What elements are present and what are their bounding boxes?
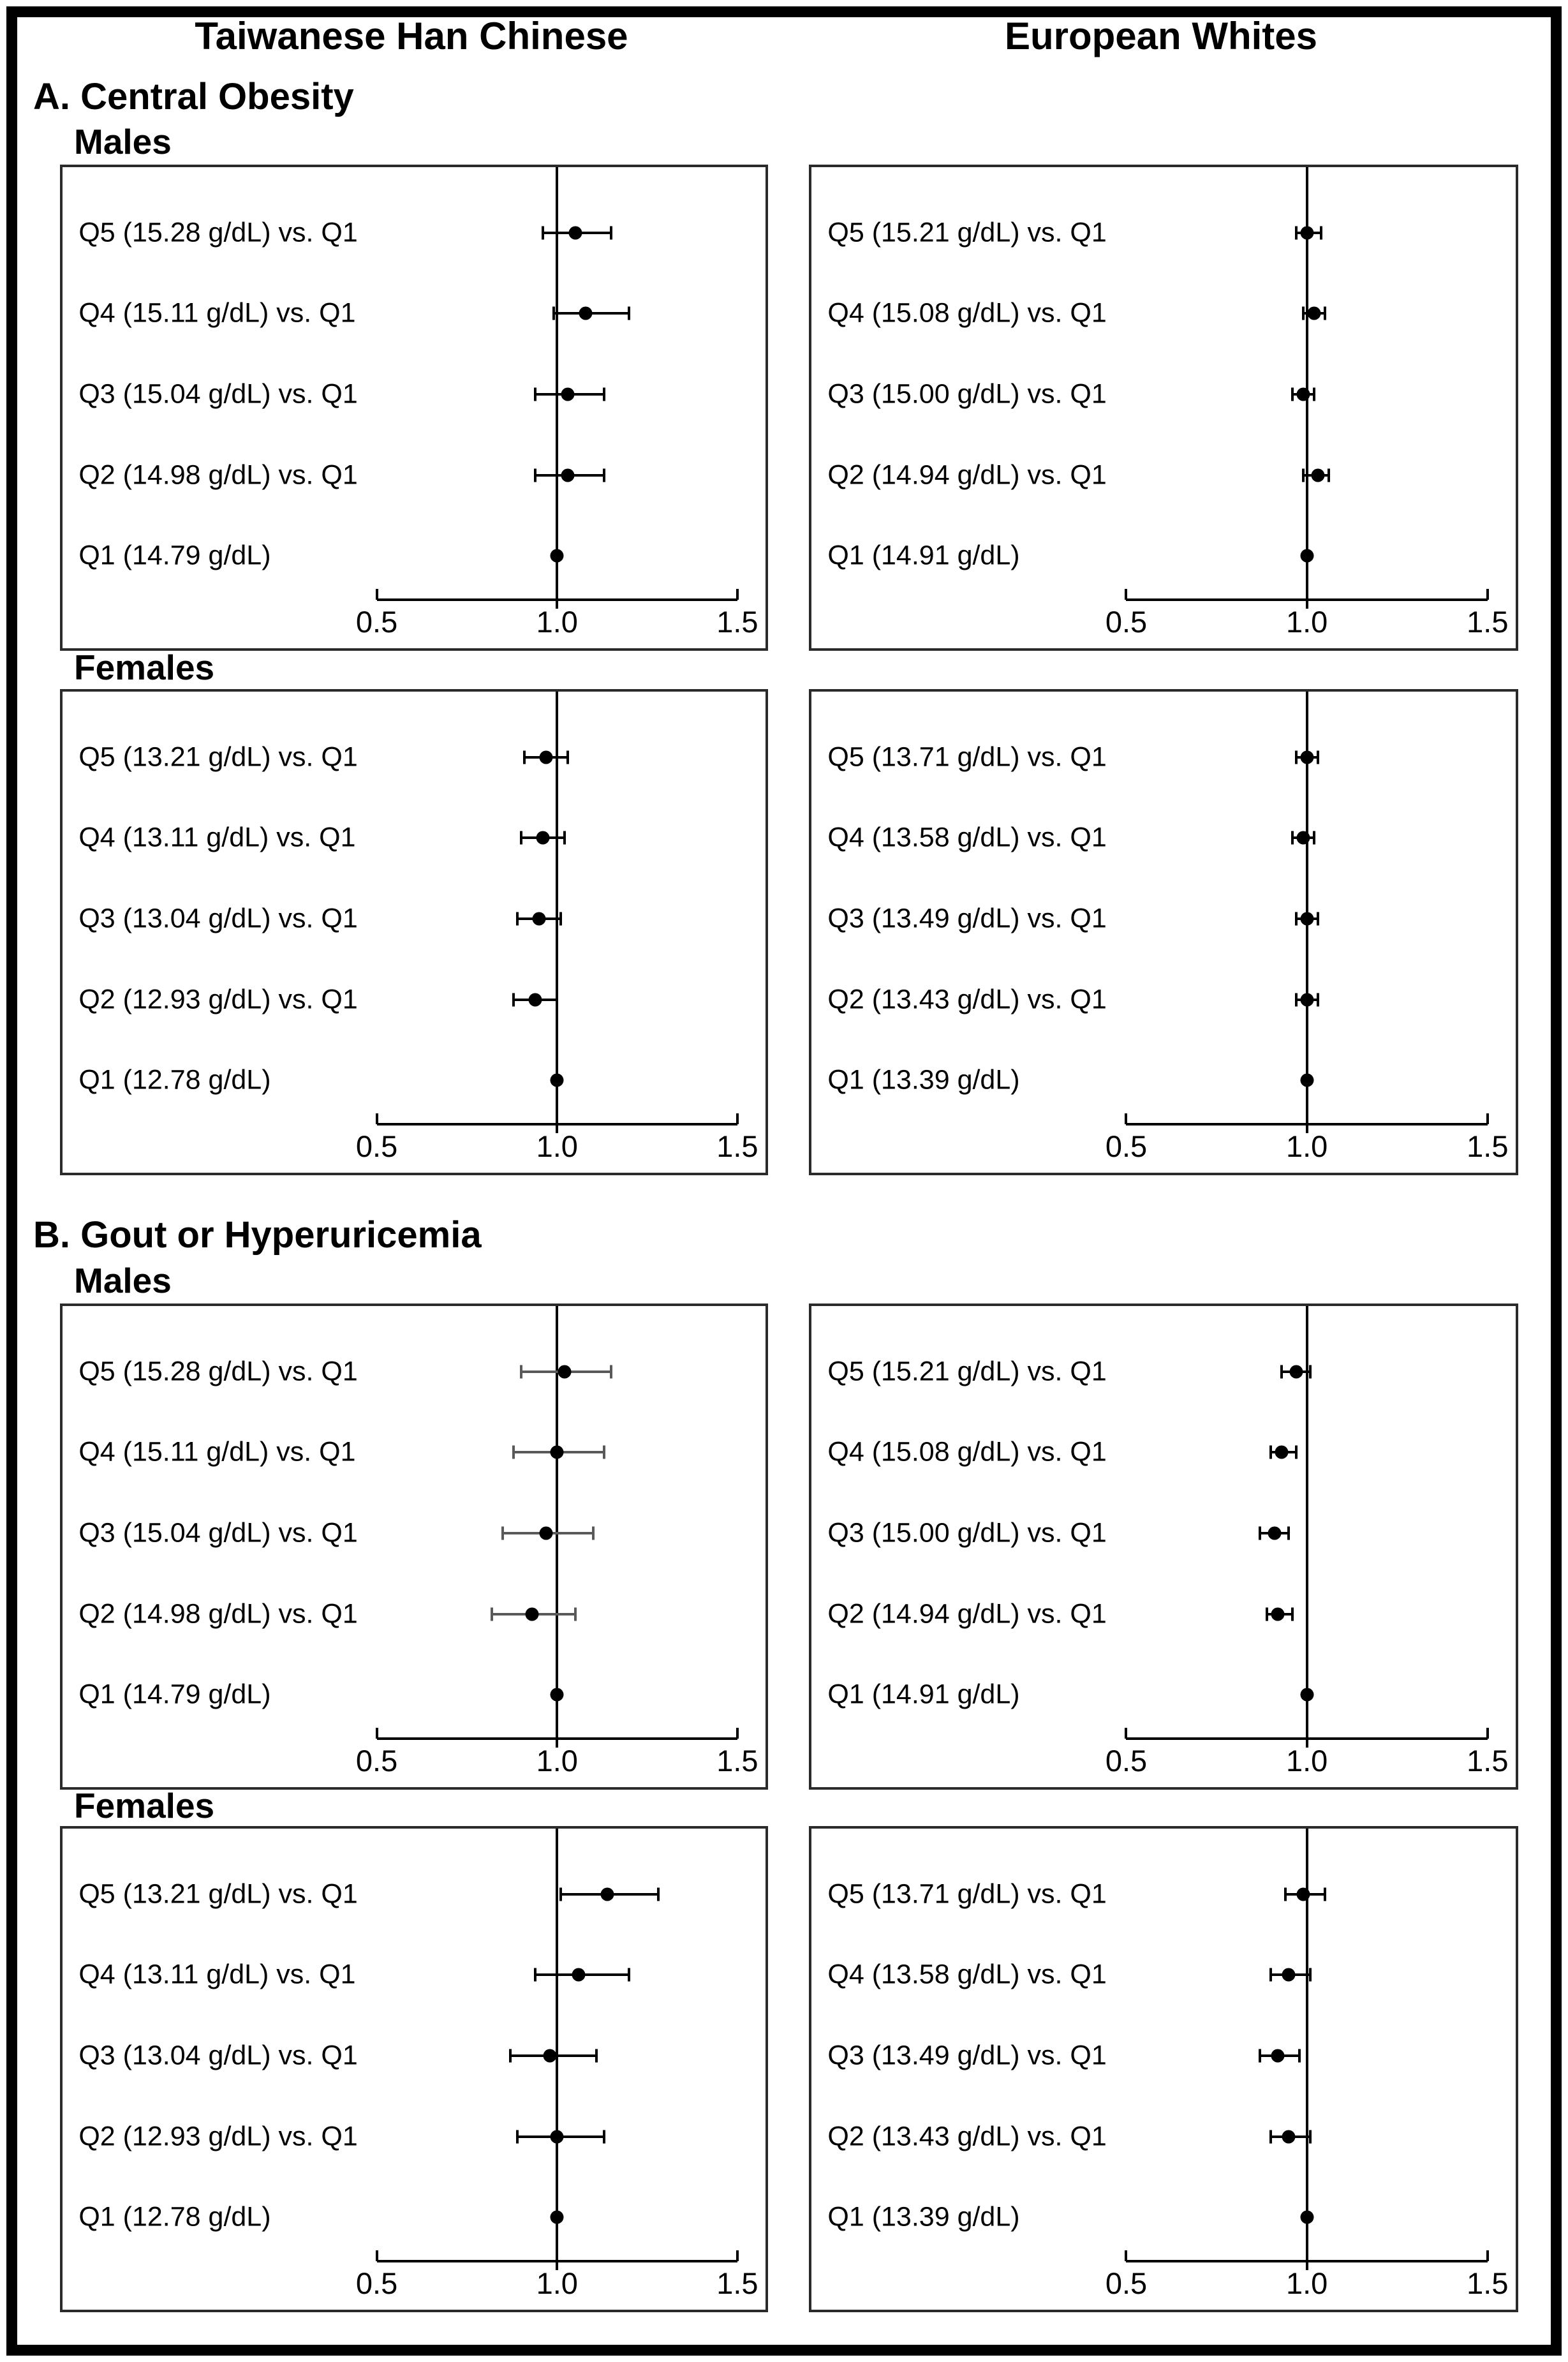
point-estimate xyxy=(579,307,593,320)
row-label: Q5 (13.71 g/dL) vs. Q1 xyxy=(827,1878,1107,1910)
ci-cap-left xyxy=(520,1365,522,1378)
row-label: Q4 (13.11 g/dL) vs. Q1 xyxy=(78,822,356,853)
ci-cap-right xyxy=(563,831,566,845)
x-axis-left-end-tick xyxy=(1125,1113,1127,1124)
point-estimate xyxy=(1307,307,1320,320)
point-estimate xyxy=(568,226,582,239)
ci-cap-left xyxy=(534,387,536,401)
point-estimate xyxy=(529,993,542,1006)
ci-cap-left xyxy=(509,2049,512,2062)
point-estimate xyxy=(1311,468,1324,482)
x-axis-left-end-tick xyxy=(1125,2250,1127,2261)
point-estimate xyxy=(543,2049,556,2062)
row-label: Q5 (15.21 g/dL) vs. Q1 xyxy=(827,1356,1107,1387)
point-estimate xyxy=(1297,387,1310,401)
point-estimate xyxy=(558,1365,571,1378)
point-estimate xyxy=(1268,1526,1281,1540)
ci-cap-left xyxy=(523,750,526,764)
x-axis-line xyxy=(377,1737,737,1740)
x-axis-left-end-tick xyxy=(376,1728,378,1739)
ci-cap-left xyxy=(520,831,522,845)
row-label: Q2 (14.98 g/dL) vs. Q1 xyxy=(78,1598,358,1630)
x-axis-right-end-tick xyxy=(1486,2250,1489,2261)
ci-cap-right xyxy=(603,1446,605,1459)
row-label: Q2 (13.43 g/dL) vs. Q1 xyxy=(827,984,1107,1015)
section-a-males-label: Males xyxy=(74,122,172,161)
row-label: Q5 (13.21 g/dL) vs. Q1 xyxy=(78,741,358,773)
x-tick-label: 0.5 xyxy=(1105,1129,1148,1164)
ci-cap-left xyxy=(552,307,555,320)
x-tick-label: 1.0 xyxy=(1285,1744,1328,1778)
x-tick-label: 0.5 xyxy=(355,1129,398,1164)
row-label: Q3 (15.04 g/dL) vs. Q1 xyxy=(78,1517,358,1549)
x-axis-right-end-tick xyxy=(1486,1113,1489,1124)
point-estimate xyxy=(1300,993,1313,1006)
ci-cap-right xyxy=(628,1968,630,1982)
ci-cap-left xyxy=(1259,1526,1261,1540)
row-label: Q5 (15.21 g/dL) vs. Q1 xyxy=(827,217,1107,248)
x-axis-right-end-tick xyxy=(736,1728,739,1739)
point-estimate xyxy=(551,1074,564,1087)
ci-cap-left xyxy=(1295,226,1298,239)
ci-cap-left xyxy=(1291,831,1294,845)
row-label: Q1 (14.91 g/dL) xyxy=(827,540,1020,571)
ci-cap-right xyxy=(1320,226,1322,239)
x-tick-label: 1.0 xyxy=(1285,2266,1328,2301)
x-axis-line xyxy=(1126,1737,1487,1740)
point-estimate xyxy=(551,2211,564,2224)
point-estimate xyxy=(1300,1074,1313,1087)
ci-cap-left xyxy=(542,226,544,239)
ci-cap-left xyxy=(1295,750,1298,764)
point-estimate xyxy=(551,549,564,563)
row-label: Q1 (12.78 g/dL) xyxy=(78,2201,271,2232)
row-label: Q3 (15.00 g/dL) vs. Q1 xyxy=(827,378,1107,410)
point-estimate xyxy=(551,1688,564,1702)
row-label: Q2 (14.98 g/dL) vs. Q1 xyxy=(78,459,358,491)
ci-cap-right xyxy=(1317,750,1319,764)
ci-cap-left xyxy=(512,993,515,1006)
ci-cap-right xyxy=(610,226,612,239)
row-label: Q3 (13.04 g/dL) vs. Q1 xyxy=(78,2040,358,2071)
point-estimate xyxy=(536,831,549,845)
x-axis-left-end-tick xyxy=(1125,1728,1127,1739)
row-label: Q1 (13.39 g/dL) xyxy=(827,1064,1020,1096)
row-label: Q3 (13.49 g/dL) vs. Q1 xyxy=(827,2040,1107,2071)
x-axis-line xyxy=(1126,2260,1487,2262)
ci-cap-left xyxy=(516,2130,519,2143)
x-tick-label: 1.5 xyxy=(716,2266,758,2301)
panel-b-females-taiwanese xyxy=(60,1826,768,2312)
x-tick-label: 0.5 xyxy=(1105,605,1148,639)
ci-cap-left xyxy=(501,1526,504,1540)
ci-cap-right xyxy=(1317,912,1319,925)
ci-cap-right xyxy=(1313,387,1315,401)
x-axis-line xyxy=(377,598,737,601)
x-tick-label: 1.5 xyxy=(1467,1129,1509,1164)
x-axis-line xyxy=(1126,1123,1487,1125)
ci-cap-right xyxy=(1309,1365,1312,1378)
ci-cap-right xyxy=(1309,2130,1312,2143)
point-estimate xyxy=(1300,226,1313,239)
section-b-title: B. Gout or Hyperuricemia xyxy=(33,1214,482,1256)
x-axis-right-end-tick xyxy=(736,589,739,600)
row-label: Q4 (15.08 g/dL) vs. Q1 xyxy=(827,297,1107,329)
ci-cap-right xyxy=(1324,1887,1326,1901)
row-label: Q5 (13.21 g/dL) vs. Q1 xyxy=(78,1878,358,1910)
point-estimate xyxy=(1289,1365,1303,1378)
x-axis-left-end-tick xyxy=(376,1113,378,1124)
row-label: Q3 (15.04 g/dL) vs. Q1 xyxy=(78,378,358,410)
ci-cap-left xyxy=(491,1607,493,1621)
point-estimate xyxy=(1271,2049,1285,2062)
panel-a-females-european xyxy=(809,689,1518,1175)
x-tick-label: 1.5 xyxy=(1467,605,1509,639)
point-estimate xyxy=(561,468,575,482)
ci-cap-right xyxy=(1324,307,1326,320)
row-label: Q4 (13.58 g/dL) vs. Q1 xyxy=(827,822,1107,853)
section-a-females-label: Females xyxy=(74,648,215,687)
ci-cap-left xyxy=(1291,387,1294,401)
ci-cap-right xyxy=(628,307,630,320)
row-label: Q4 (15.08 g/dL) vs. Q1 xyxy=(827,1436,1107,1467)
ci-cap-left xyxy=(534,468,536,482)
column-header-taiwanese-han-chinese: Taiwanese Han Chinese xyxy=(195,15,628,57)
section-b-females-label: Females xyxy=(74,1786,215,1825)
point-estimate xyxy=(1297,831,1310,845)
x-axis-line xyxy=(377,2260,737,2262)
x-tick-label: 1.0 xyxy=(1285,605,1328,639)
row-label: Q2 (12.93 g/dL) vs. Q1 xyxy=(78,984,358,1015)
row-label: Q2 (12.93 g/dL) vs. Q1 xyxy=(78,2121,358,2152)
ci-cap-right xyxy=(559,912,562,925)
ci-cap-right xyxy=(603,387,605,401)
ci-cap-right xyxy=(603,2130,605,2143)
ci-cap-right xyxy=(1298,2049,1301,2062)
row-label: Q1 (14.79 g/dL) xyxy=(78,540,271,571)
row-label: Q3 (13.49 g/dL) vs. Q1 xyxy=(827,903,1107,934)
point-estimate xyxy=(1282,2130,1296,2143)
ci-cap-left xyxy=(1302,468,1305,482)
ci-cap-left xyxy=(559,1887,562,1901)
panel-a-males-european xyxy=(809,165,1518,651)
ci-cap-left xyxy=(1280,1365,1283,1378)
x-tick-label: 1.5 xyxy=(716,1129,758,1164)
row-label: Q3 (13.04 g/dL) vs. Q1 xyxy=(78,903,358,934)
row-label: Q5 (13.71 g/dL) vs. Q1 xyxy=(827,741,1107,773)
point-estimate xyxy=(1300,2211,1313,2224)
row-label: Q4 (15.11 g/dL) vs. Q1 xyxy=(78,1436,356,1467)
row-label: Q2 (14.94 g/dL) vs. Q1 xyxy=(827,459,1107,491)
x-tick-label: 1.5 xyxy=(716,1744,758,1778)
point-estimate xyxy=(525,1607,538,1621)
ci-cap-left xyxy=(1302,307,1305,320)
point-estimate xyxy=(551,2130,564,2143)
panel-b-males-european xyxy=(809,1304,1518,1790)
ci-cap-left xyxy=(534,1968,536,1982)
x-axis-right-end-tick xyxy=(736,2250,739,2261)
ci-cap-left xyxy=(1269,1968,1272,1982)
ci-cap-right xyxy=(657,1887,660,1901)
point-estimate xyxy=(1300,912,1313,925)
ci-cap-right xyxy=(1313,831,1315,845)
ci-cap-right xyxy=(1309,1968,1312,1982)
point-estimate xyxy=(1300,750,1313,764)
x-tick-label: 0.5 xyxy=(1105,2266,1148,2301)
point-estimate xyxy=(1297,1887,1310,1901)
row-label: Q1 (14.79 g/dL) xyxy=(78,1679,271,1710)
x-tick-label: 1.0 xyxy=(536,2266,578,2301)
x-axis-line xyxy=(1126,598,1487,601)
ci-cap-right xyxy=(1317,993,1319,1006)
row-label: Q5 (15.28 g/dL) vs. Q1 xyxy=(78,217,358,248)
ci-cap-left xyxy=(1269,1446,1272,1459)
point-estimate xyxy=(1282,1968,1296,1982)
ci-cap-right xyxy=(574,1607,577,1621)
ci-cap-right xyxy=(1291,1607,1294,1621)
point-estimate xyxy=(540,1526,553,1540)
x-axis-right-end-tick xyxy=(1486,1728,1489,1739)
ci-cap-right xyxy=(566,750,569,764)
ci-cap-right xyxy=(603,468,605,482)
x-tick-label: 1.5 xyxy=(1467,2266,1509,2301)
row-label: Q1 (14.91 g/dL) xyxy=(827,1679,1020,1710)
x-axis-left-end-tick xyxy=(376,589,378,600)
row-label: Q5 (15.28 g/dL) vs. Q1 xyxy=(78,1356,358,1387)
ci-cap-left xyxy=(1295,993,1298,1006)
ci-cap-right xyxy=(595,2049,598,2062)
row-label: Q3 (15.00 g/dL) vs. Q1 xyxy=(827,1517,1107,1549)
row-label: Q1 (13.39 g/dL) xyxy=(827,2201,1020,2232)
ci-cap-right xyxy=(610,1365,612,1378)
ci-cap-left xyxy=(512,1446,515,1459)
x-tick-label: 0.5 xyxy=(355,1744,398,1778)
x-axis-left-end-tick xyxy=(1125,589,1127,600)
x-tick-label: 0.5 xyxy=(1105,1744,1148,1778)
point-estimate xyxy=(1300,1688,1313,1702)
section-b-males-label: Males xyxy=(74,1261,172,1300)
point-estimate xyxy=(572,1968,586,1982)
x-tick-label: 1.5 xyxy=(1467,1744,1509,1778)
x-tick-label: 1.0 xyxy=(1285,1129,1328,1164)
x-tick-label: 0.5 xyxy=(355,605,398,639)
ci-cap-left xyxy=(1259,2049,1261,2062)
x-axis-line xyxy=(377,1123,737,1125)
point-estimate xyxy=(532,912,545,925)
column-header-european-whites: European Whites xyxy=(1004,15,1318,57)
point-estimate xyxy=(551,1446,564,1459)
panel-a-females-taiwanese xyxy=(60,689,768,1175)
ci-cap-right xyxy=(592,1526,595,1540)
row-label: Q4 (15.11 g/dL) vs. Q1 xyxy=(78,297,356,329)
x-tick-label: 1.0 xyxy=(536,1129,578,1164)
ci-cap-left xyxy=(1284,1887,1287,1901)
row-label: Q2 (13.43 g/dL) vs. Q1 xyxy=(827,2121,1107,2152)
ci-cap-right xyxy=(556,993,558,1006)
ci-cap-right xyxy=(1295,1446,1298,1459)
row-label: Q2 (14.94 g/dL) vs. Q1 xyxy=(827,1598,1107,1630)
x-axis-left-end-tick xyxy=(376,2250,378,2261)
point-estimate xyxy=(1300,549,1313,563)
panel-b-females-european xyxy=(809,1826,1518,2312)
point-estimate xyxy=(1271,1607,1285,1621)
x-tick-label: 0.5 xyxy=(355,2266,398,2301)
x-tick-label: 1.0 xyxy=(536,1744,578,1778)
x-axis-right-end-tick xyxy=(1486,589,1489,600)
ci-cap-left xyxy=(516,912,519,925)
x-tick-label: 1.5 xyxy=(716,605,758,639)
row-label: Q1 (12.78 g/dL) xyxy=(78,1064,271,1096)
section-a-title: A. Central Obesity xyxy=(33,76,354,117)
ci-cap-right xyxy=(1328,468,1330,482)
ci-cap-left xyxy=(1269,2130,1272,2143)
point-estimate xyxy=(601,1887,614,1901)
ci-cap-right xyxy=(1287,1526,1290,1540)
point-estimate xyxy=(1275,1446,1289,1459)
x-tick-label: 1.0 xyxy=(536,605,578,639)
row-label: Q4 (13.11 g/dL) vs. Q1 xyxy=(78,1959,356,1990)
reference-line xyxy=(556,1829,558,2270)
ci-cap-left xyxy=(1266,1607,1268,1621)
x-axis-right-end-tick xyxy=(736,1113,739,1124)
panel-a-males-taiwanese xyxy=(60,165,768,651)
row-label: Q4 (13.58 g/dL) vs. Q1 xyxy=(827,1959,1107,1990)
panel-b-males-taiwanese xyxy=(60,1304,768,1790)
ci-cap-left xyxy=(1295,912,1298,925)
point-estimate xyxy=(540,750,553,764)
point-estimate xyxy=(561,387,575,401)
